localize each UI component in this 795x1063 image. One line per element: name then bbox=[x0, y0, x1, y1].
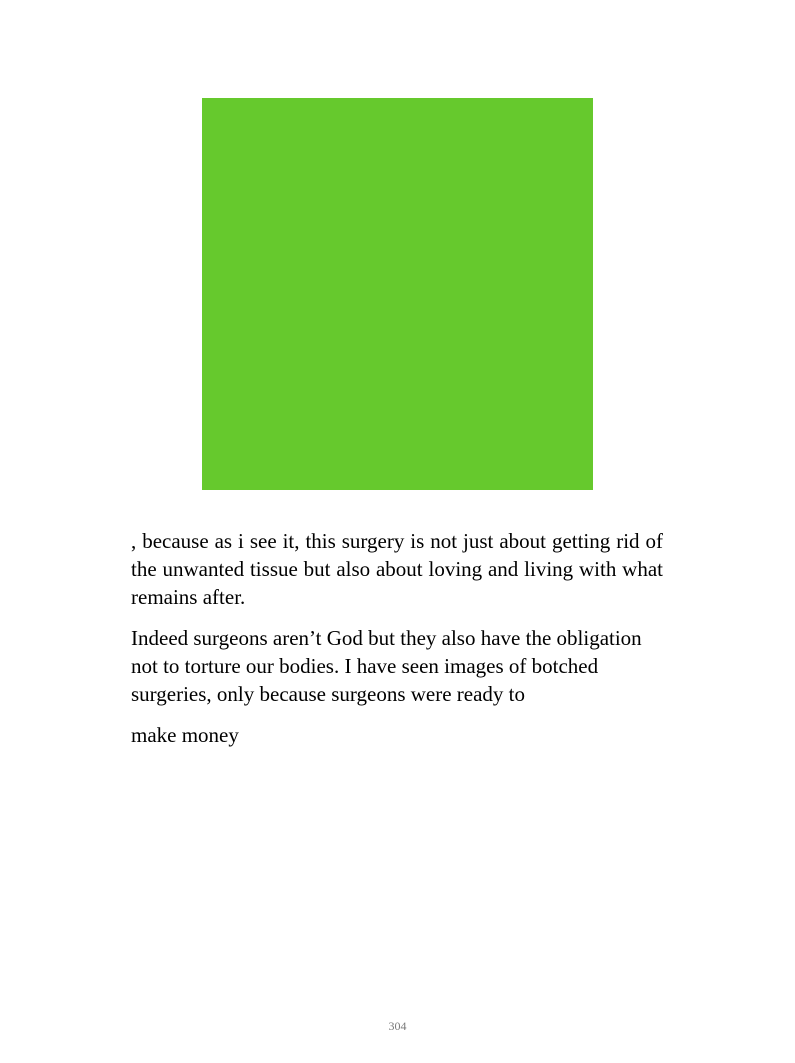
green-square-figure bbox=[202, 98, 593, 490]
green-square bbox=[202, 98, 593, 490]
paragraph-2: Indeed surgeons aren’t God but they also have the obligation not to torture our bodies. I have seen images of botched surgeries, only because surgeons were ready to bbox=[131, 626, 642, 706]
body-text bbox=[131, 527, 663, 762]
paragraph-1: , because as i see it, this surgery is not just about getting rid of the unwanted tissue but also about loving and living with what remains after. bbox=[131, 529, 663, 609]
paragraph-3: make money bbox=[131, 723, 239, 747]
green-square-image bbox=[202, 98, 593, 490]
page-number: 304 bbox=[388, 1019, 407, 1033]
